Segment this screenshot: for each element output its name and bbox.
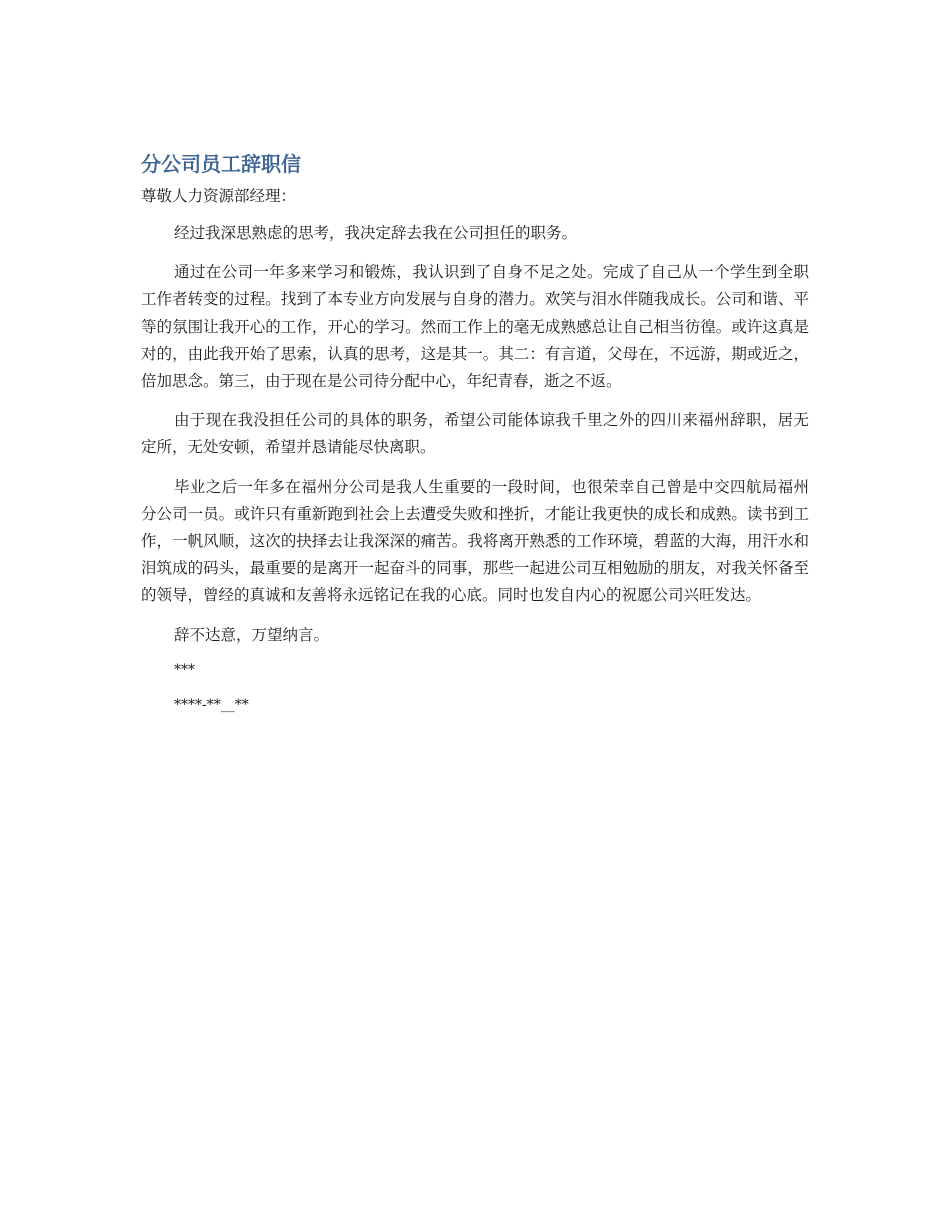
page-title: 分公司员工辞职信 bbox=[141, 152, 301, 176]
signature-date: ****-**__** bbox=[174, 696, 249, 713]
closing-line: 辞不达意，万望纳言。 bbox=[174, 625, 330, 644]
letter-body bbox=[141, 150, 809, 719]
paragraph-1: 经过我深思熟虑的思考，我决定辞去我在公司担任的职务。 bbox=[174, 224, 578, 242]
paragraph-4: 毕业之后一年多在福州分公司是我人生重要的一段时间，也很荣幸自己曾是中交四航局福州分公司一员。或许只有重新跑到社会上去遭受失败和挫折，才能让我更快的成长和成熟。读书到工作，一帆风顺，这次的抉择去让我深深的痛苦。我将离开熟悉的工作环境，碧蓝的大海，用汗水和泪筑成的码头，最重要的是离开一起奋斗的同事，那些一起进公司互相勉励的朋友，对我关怀备至的领导，曾经的真诚和友善将永远铭记在我的心底。同时也发自内心的祝愿公司兴旺发达。 bbox=[141, 477, 809, 605]
signature-name: *** bbox=[174, 661, 195, 678]
paragraph-3: 由于现在我没担任公司的具体的职务，希望公司能体谅我千里之外的四川来福州辞职，居无定所，无处安顿，希望并恳请能尽快离职。 bbox=[141, 411, 809, 457]
salutation: 尊敬人力资源部经理： bbox=[141, 187, 297, 205]
paragraph-2: 通过在公司一年多来学习和锻炼，我认识到了自身不足之处。完成了自己从一个学生到全职工作者转变的过程。找到了本专业方向发展与自身的潜力。欢笑与泪水伴随我成长。公司和谐、平等的氛围让我开心的工作，开心的学习。然而工作上的毫无成熟感总让自己相当彷徨。或许这真是对的，由此我开始了思索，认真的思考，这是其一。其二：有言道，父母在，不远游，期或近之，倍加思念。第三，由于现在是公司待分配中心，年纪青春，逝之不返。 bbox=[141, 263, 809, 391]
